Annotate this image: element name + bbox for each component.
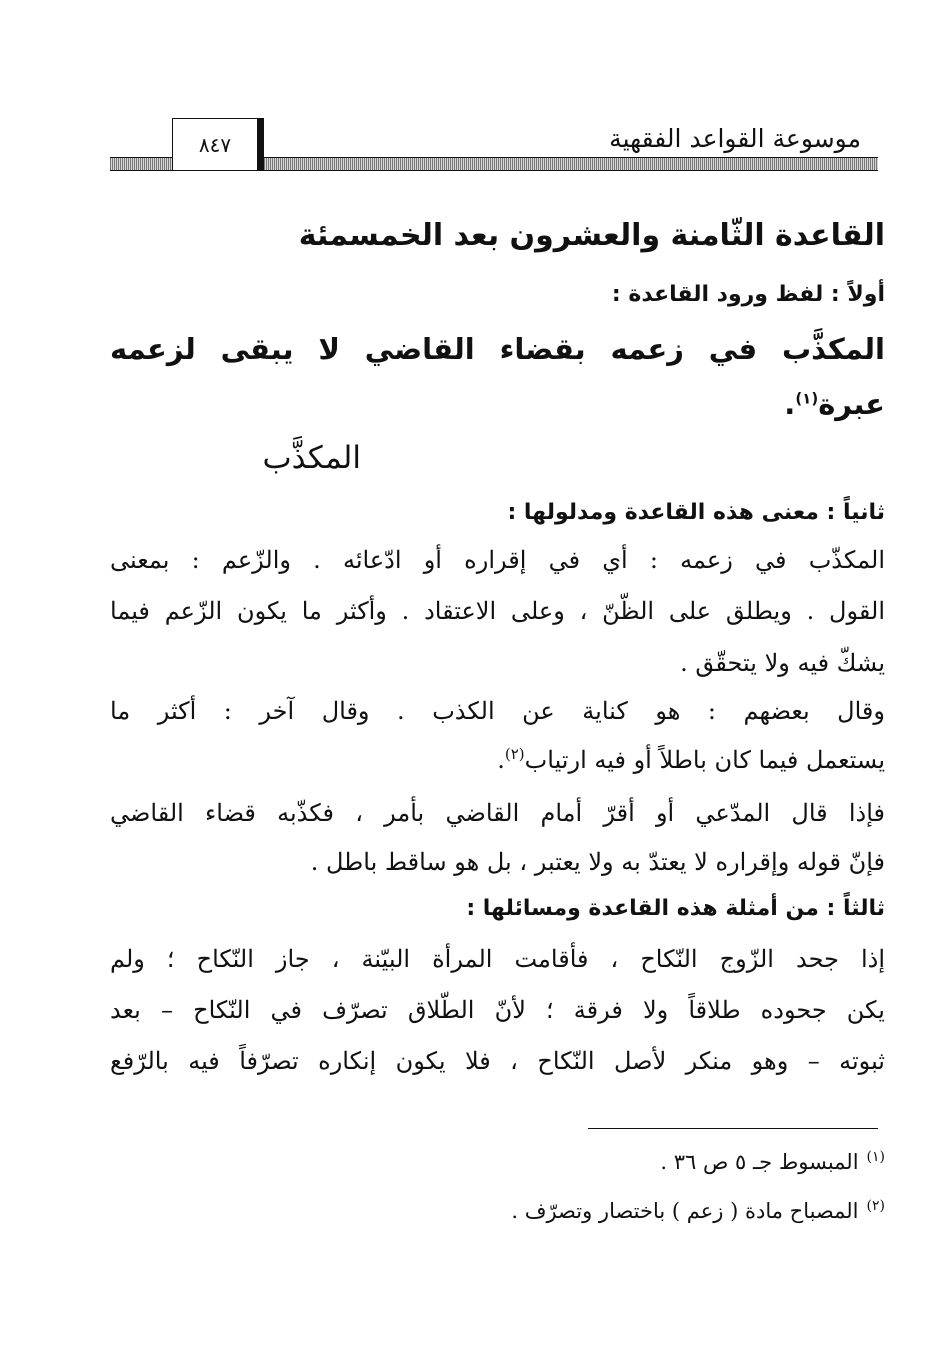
page-number-text: ٨٤٧ <box>198 132 232 157</box>
rule-text-line1: المكذَّب في زعمه بقضاء القاضي لا يبقى لزعمه <box>110 332 885 366</box>
paragraph-line: إذا جحد الزّوج النّكاح ، فأقامت المرأة البيّنة ، جاز النّكاح ؛ ولم <box>110 945 885 973</box>
book-title: موسوعة القواعد الفقهية <box>609 124 861 153</box>
page-number <box>172 118 264 170</box>
paragraph-line: يكن جحوده طلاقاً ولا فرقة ؛ لأنّ الطّلاق تصرّف في النّكاح – بعد <box>110 996 885 1024</box>
paragraph-text: يستعمل فيما كان باطلاً أو فيه ارتياب <box>524 746 885 774</box>
keyword-term: المكذَّب <box>262 440 361 476</box>
footnote-ref-1: (١) <box>795 389 819 408</box>
paragraph-line: فإذا قال المدّعي أو أقرّ أمام القاضي بأمر ، فكذّبه قضاء القاضي <box>110 799 885 827</box>
rule-text-period: . <box>784 387 796 421</box>
section2-heading: ثانياً : معنى هذه القاعدة ومدلولها : <box>507 500 885 525</box>
footnote-2 <box>511 1199 885 1223</box>
paragraph-period: . <box>497 746 505 774</box>
footnote-number: (١) <box>866 1149 885 1165</box>
paragraph-line: القول . ويطلق على الظّنّ ، وعلى الاعتقاد . وأكثر ما يكون الزّعم فيما <box>110 597 885 625</box>
paragraph-line <box>497 746 885 774</box>
section3-heading: ثالثاً : من أمثلة هذه القاعدة ومسائلها : <box>466 896 885 921</box>
rule-title: القاعدة الثّامنة والعشرون بعد الخمسمئة <box>298 218 885 253</box>
paragraph-line: فإنّ قوله وإقراره لا يعتدّ به ولا يعتبر ، بل هو ساقط باطل . <box>310 848 885 876</box>
paragraph-line: المكذّب في زعمه : أي في إقراره أو ادّعائه . والزّعم : بمعنى <box>110 546 885 574</box>
section1-heading: أولاً : لفظ ورود القاعدة : <box>611 282 885 307</box>
rule-text-line2 <box>784 387 885 421</box>
paragraph-line: يشكّ فيه ولا يتحقّق . <box>680 649 885 677</box>
footnote-text: المصباح مادة ( زعم ) باختصار وتصرّف . <box>511 1199 859 1223</box>
footnote-1 <box>660 1150 885 1174</box>
paragraph-line: ثبوته – وهو منكر لأصل النّكاح ، فلا يكون إنكاره تصرّفاً فيه بالرّفع <box>110 1047 885 1075</box>
footnote-divider <box>588 1128 878 1129</box>
footnote-number: (٢) <box>866 1198 885 1214</box>
paragraph-line: وقال بعضهم : هو كناية عن الكذب . وقال آخر : أكثر ما <box>110 697 885 725</box>
footnote-text: المبسوط جـ ٥ ص ٣٦ . <box>660 1150 859 1174</box>
footnote-ref-2: (٢) <box>504 745 525 763</box>
rule-text-word: عبرة <box>818 387 885 421</box>
